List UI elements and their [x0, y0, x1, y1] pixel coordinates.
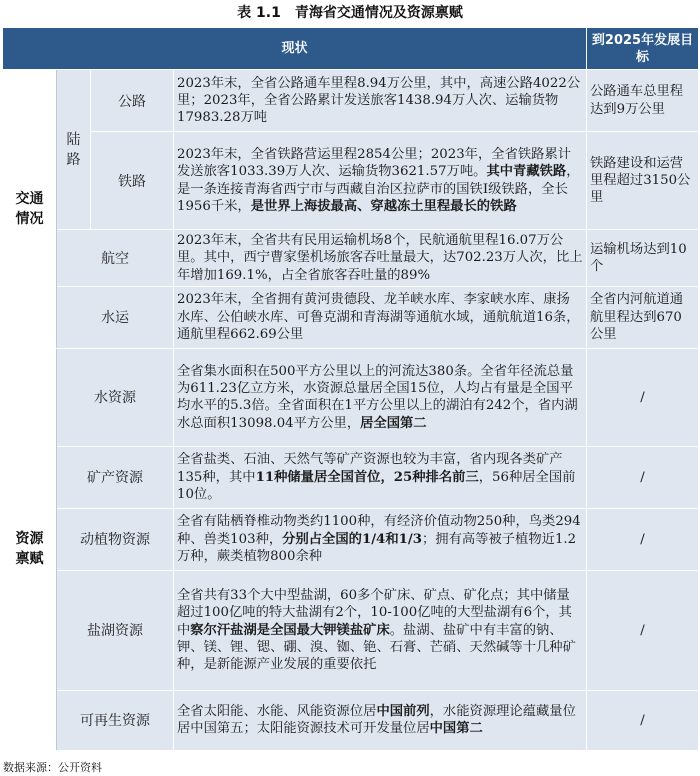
highlight-text: 分别占全国的1/4和1/3	[282, 531, 422, 547]
category-resources-label: 资源禀赋	[15, 531, 44, 568]
category-traffic	[3, 70, 57, 349]
body-text: 全省太阳能、水能、风能资源位居	[177, 704, 377, 720]
item-aviation: 航空	[57, 230, 174, 287]
body-text: 2023年末，全省公路通车里程8.94万公里，其中，高速公路4022公里；2023年，全省公路累计发送旅客1438.94万人次、运输货物17983.28万吨	[177, 75, 581, 126]
target-saltlake: /	[587, 570, 699, 690]
status-railway	[174, 132, 587, 230]
status-highway	[174, 70, 587, 132]
land-group	[57, 70, 91, 230]
target-aviation: 运输机场达到10个	[587, 230, 699, 287]
target-railway: 铁路建设和运营里程超过3150公里	[587, 132, 699, 230]
highlight-text: 居全国第二	[360, 415, 427, 431]
target-wildlife: /	[587, 508, 699, 570]
header-status: 现状	[3, 28, 587, 70]
category-resources	[3, 348, 57, 750]
body-text: ，水能资源理论蕴藏量位居中国第五；太阳能资源技术可开发量位居	[177, 704, 576, 737]
table-title: 表 1.1 青海省交通情况及资源禀赋	[237, 5, 463, 21]
header-target: 到2025年发展目标	[587, 28, 699, 70]
highlight-text: 是世界上海拔最高、穿越冻土里程最长的铁路	[250, 198, 517, 214]
body-text: 。盐湖、盐矿中有丰富的钠、钾、镁、锂、锶、硼、溴、铷、铯、石膏、芒硝、天然碱等十几种矿种，是新能源产业发展的重要依托	[177, 622, 576, 673]
body-text: 全省有陆栖脊椎动物类约1100种，有经济价值动物250种，鸟类294种、兽类103种，	[177, 514, 581, 547]
body-text: 全省共有33个大中型盐湖，60多个矿床、矿点、矿化点；其中储量超过100亿吨的特大盐湖有2个，10-100亿吨的大型盐湖有6个，其中	[177, 588, 572, 638]
status-minerals	[174, 446, 587, 508]
item-renewable: 可再生资源	[57, 690, 174, 750]
body-text: 全省集水面积在500平方公里以上的河流达380条。全省年径流总量为611.23亿立方米，水资源总量居全国15位，人均占有量是全国平均水平的5.3倍。全省面积在1平方公里以上的湖泊有242个，省内湖水总面积13098.04平方公里，	[177, 363, 578, 431]
item-highway: 公路	[91, 70, 174, 132]
item-waterway: 水运	[57, 286, 174, 348]
status-waterway	[174, 286, 587, 348]
target-highway: 公路通车总里程达到9万公里	[587, 70, 699, 132]
land-group-label: 陆路	[66, 131, 81, 168]
item-minerals: 矿产资源	[57, 446, 174, 508]
body-text: 全省盐类、石油、天然气等矿产资源也较为丰富，省内现各类矿产135种，其中	[177, 452, 563, 485]
highlight-text: 中国前列	[376, 704, 430, 720]
status-renewable	[174, 690, 587, 750]
body-text: 2023年末，全省拥有黄河贵德段、龙羊峡水库、李家峡水库、康扬水库、公伯峡水库、可鲁克湖和青海湖等通航水域，通航航道16条，通航里程662.69公里	[177, 292, 580, 343]
body-text: ，56种居全国前10位。	[177, 469, 576, 503]
status-aviation	[174, 230, 587, 287]
status-water	[174, 348, 587, 446]
target-waterway: 全省内河航道通航里程达到670公里	[587, 286, 699, 348]
status-wildlife	[174, 508, 587, 570]
highlight-text: 察尔汗盐湖是全国最大钾镁盐矿床	[190, 622, 390, 638]
highlight-text: 其中青藏铁路	[486, 164, 567, 180]
body-text: ；拥有高等被子植物近1.2万种，蕨类植物800余种	[177, 531, 577, 565]
status-saltlake	[174, 570, 587, 690]
item-saltlake: 盐湖资源	[57, 570, 174, 690]
category-traffic-label: 交通情况	[15, 190, 44, 227]
item-wildlife: 动植物资源	[57, 508, 174, 570]
highlight-text: 中国第二	[429, 721, 483, 737]
body-text: 2023年末，全省共有民用运输机场8个，民航通航里程16.07万公里。其中，西宁曹家堡机场旅客吞吐量最大，达702.23万人次，比上年增加169.1%，占全省旅客吞吐量的89%	[177, 233, 583, 283]
target-minerals: /	[587, 446, 699, 508]
body-text: ，是一条连接青海省西宁市与西藏自治区拉萨市的国铁Ⅰ级铁路，全长1956千米，	[177, 164, 580, 214]
target-water: /	[587, 348, 699, 446]
target-renewable: /	[587, 690, 699, 750]
highlight-text: 11种储量居全国首位，25种排名前三	[255, 469, 479, 485]
data-table	[2, 27, 699, 751]
item-water: 水资源	[57, 348, 174, 446]
item-railway: 铁路	[91, 132, 174, 230]
body-text: 2023年末，全省铁路营运里程2854公里；2023年，全省铁路累计发送旅客1033.39万人次、运输货物3621.57万吨。	[177, 146, 572, 180]
data-source: 数据来源：公开资料	[3, 761, 102, 774]
